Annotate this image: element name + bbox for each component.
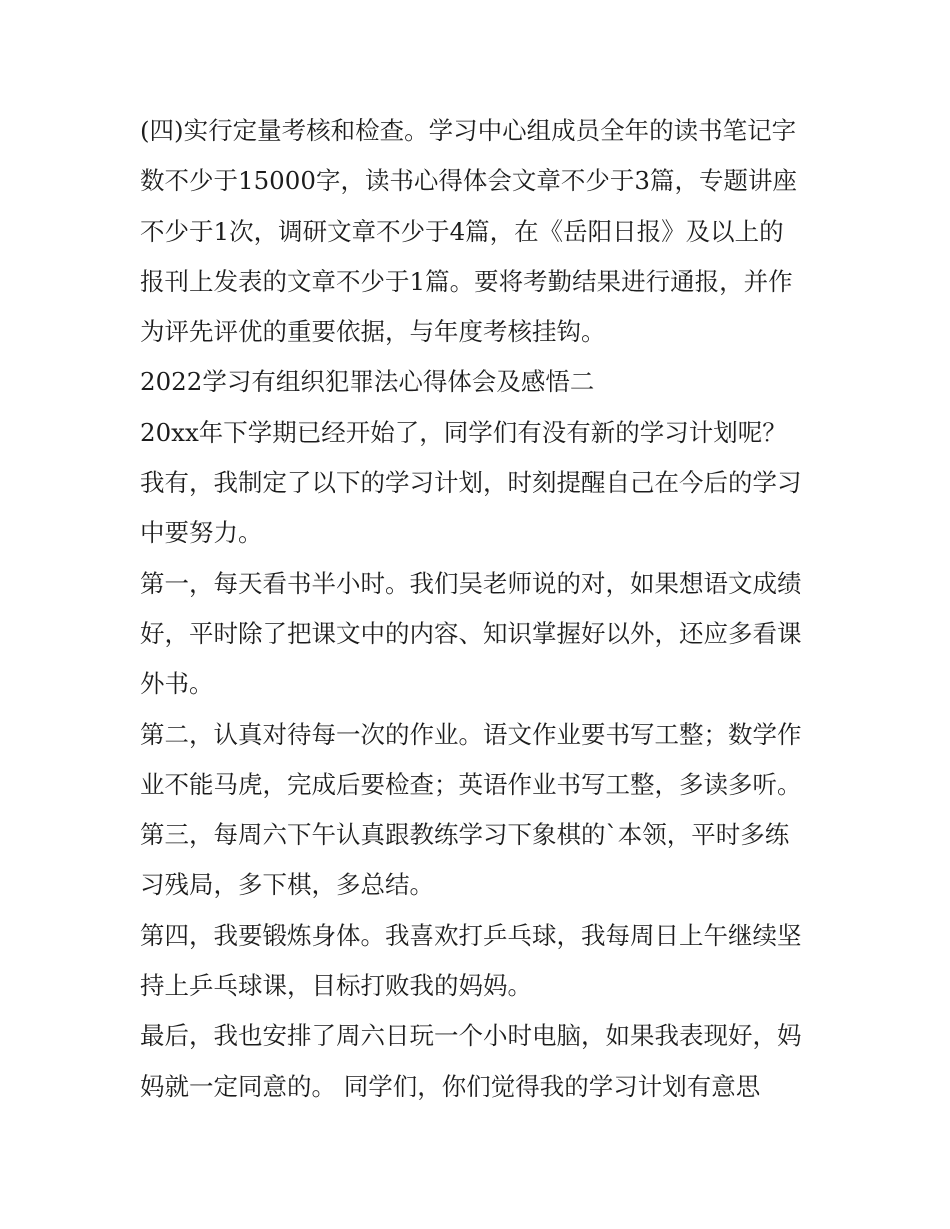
text-line: 20xx年下学期已经开始了，同学们有没有新的学习计划呢？ xyxy=(140,417,787,447)
text-line: 最后，我也安排了周六日玩一个小时电脑，如果我表现好，妈 xyxy=(140,1021,802,1051)
text-line: 好，平时除了把课文中的内容、知识掌握好以外，还应多看课 xyxy=(140,618,802,648)
text-line: 第一，每天看书半小时。我们吴老师说的对，如果想语文成绩 xyxy=(140,568,802,598)
text-line: 报刊上发表的文章不少于1篇。要将考勤结果进行通报，并作 xyxy=(140,266,793,296)
section-heading: 2022学习有组织犯罪法心得体会及感悟二 xyxy=(140,367,595,397)
text-line: 第三，每周六下午认真跟教练学习下象棋的`本领，平时多练 xyxy=(140,820,790,850)
text-line: 习残局，多下棋，多总结。 xyxy=(140,870,434,900)
text-line: 不少于1次，调研文章不少于4篇，在《岳阳日报》及以上的 xyxy=(140,216,784,246)
text-line: 外书。 xyxy=(140,669,214,699)
document-body xyxy=(140,106,820,1112)
text-line: 为评先评优的重要依据，与年度考核挂钩。 xyxy=(140,317,606,347)
text-line: 业不能马虎，完成后要检查；英语作业书写工整，多读多听。 xyxy=(140,769,802,799)
text-line: 第二，认真对待每一次的作业。语文作业要书写工整；数学作 xyxy=(140,719,802,749)
text-line: 中要努力。 xyxy=(140,518,263,548)
text-line: 我有，我制定了以下的学习计划，时刻提醒自己在今后的学习 xyxy=(140,468,802,498)
text-line: 持上乒乓球课，目标打败我的妈妈。 xyxy=(140,971,532,1001)
text-line: 妈就一定同意的。 同学们，你们觉得我的学习计划有意思 xyxy=(140,1071,761,1101)
text-line: 第四，我要锻炼身体。我喜欢打乒乓球，我每周日上午继续坚 xyxy=(140,920,802,950)
text-line: (四)实行定量考核和检查。学习中心组成员全年的读书笔记字 xyxy=(140,116,797,145)
text-line: 数不少于15000字，读书心得体会文章不少于3篇，专题讲座 xyxy=(140,166,798,196)
